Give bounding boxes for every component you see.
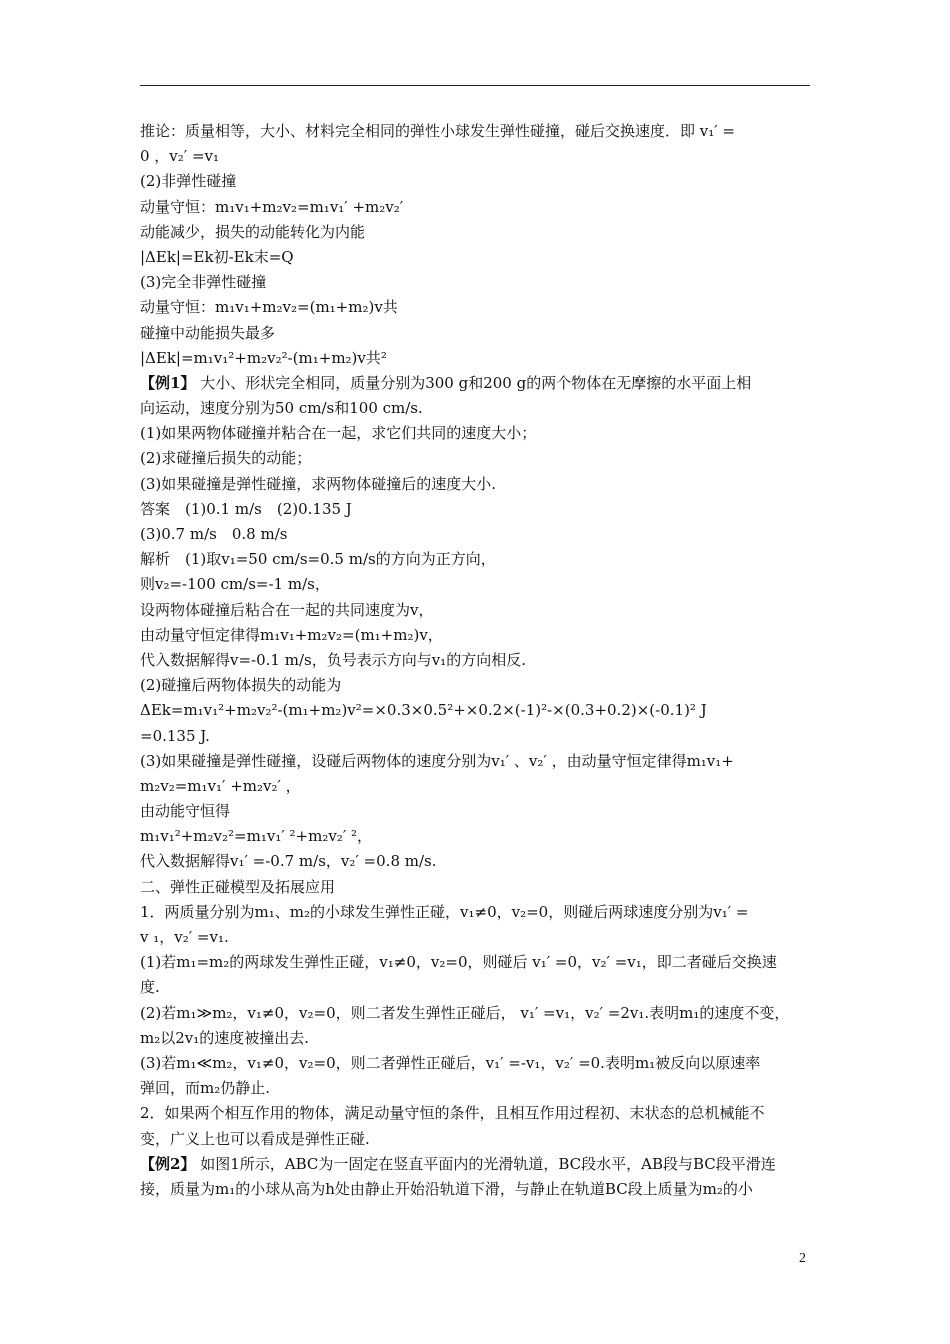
text-line — [140, 774, 812, 799]
text-line — [140, 1026, 812, 1051]
line-text: 答案 (1)0.1 m/s (2)0.135 J — [140, 499, 352, 518]
line-text: 1．两质量分别为m₁、m₂的小球发生弹性正碰，v₁≠0，v₂=0，则碰后两球速度分别为v₁′ = — [140, 902, 749, 921]
text-line — [140, 169, 812, 194]
line-text: 由动能守恒得 — [140, 802, 231, 821]
line-text: 弹回，而m₂仍静止. — [140, 1079, 271, 1098]
line-text: v ₁，v₂′ =v₁. — [140, 928, 229, 946]
text-line — [140, 749, 812, 774]
text-line — [140, 1152, 812, 1177]
text-line — [140, 849, 812, 874]
text-line — [140, 875, 812, 900]
line-text: 如图1所示，ABC为一固定在竖直平面内的光滑轨道，BC段水平，AB段与BC段平滑连 — [195, 1154, 776, 1173]
text-line — [140, 522, 812, 547]
line-text: (1)若m₁=m₂的两球发生弹性正碰，v₁≠0，v₂=0，则碰后 v₁′ =0，v₂′ =v₁，即二者碰后交换速 — [140, 953, 777, 972]
text-line — [140, 724, 812, 749]
text-line — [140, 396, 812, 421]
line-text: 二、弹性正碰模型及拓展应用 — [140, 877, 336, 896]
line-text: 解析 (1)取v₁=50 cm/s=0.5 m/s的方向为正方向， — [140, 550, 496, 569]
text-line — [140, 975, 812, 1000]
line-text: |ΔEk|=Ek初-Ek末=Q — [140, 247, 294, 266]
line-text: 动量守恒：m₁v₁+m₂v₂=(m₁+m₂)v共 — [140, 298, 398, 317]
line-text: |ΔEk|=m₁v₁²+m₂v₂²-(m₁+m₂)v共² — [140, 348, 387, 367]
line-text: 度. — [140, 978, 160, 997]
line-text: ΔEk=m₁v₁²+m₂v₂²-(m₁+m₂)v²=×0.3×0.5²+×0.2×(-1)²-×(0.3+0.2)×(-0.1)² J — [140, 701, 707, 720]
text-line — [140, 1177, 812, 1202]
line-text: (2)若m₁≫m₂，v₁≠0，v₂=0，则二者发生弹性正碰后， v₁′ =v₁，v₂′ =2v₁.表明m₁的速度不变， — [140, 1003, 790, 1022]
text-line — [140, 648, 812, 673]
line-text: (1)如果两物体碰撞并粘合在一起，求它们共同的速度大小； — [140, 424, 537, 443]
text-line — [140, 220, 812, 245]
line-text: (2)碰撞后两物体损失的动能为 — [140, 676, 342, 695]
line-text: m₁v₁²+m₂v₂²=m₁v₁′ ²+m₂v₂′ ²， — [140, 827, 373, 846]
text-line — [140, 799, 812, 824]
text-line — [140, 346, 812, 371]
example-label: 【例1】 — [140, 373, 196, 392]
text-line — [140, 421, 812, 446]
text-line — [140, 824, 812, 849]
text-line — [140, 144, 812, 169]
text-line — [140, 1001, 812, 1026]
line-text: 变，广义上也可以看成是弹性正碰. — [140, 1129, 370, 1148]
text-line — [140, 1076, 812, 1101]
text-line — [140, 547, 812, 572]
line-text: (3)如果碰撞是弹性碰撞，设碰后两物体的速度分别为v₁′ 、v₂′ ，由动量守恒定律得m₁v₁+ — [140, 751, 734, 770]
text-line — [140, 950, 812, 975]
text-line — [140, 900, 812, 925]
line-text: =0.135 J. — [140, 726, 210, 745]
text-line — [140, 1101, 812, 1126]
line-text: 0 ，v₂′ =v₁ — [140, 147, 220, 166]
line-text: 碰撞中动能损失最多 — [140, 323, 276, 342]
line-text: (3)完全非弹性碰撞 — [140, 273, 267, 292]
text-line — [140, 623, 812, 648]
text-line — [140, 195, 812, 220]
text-line — [140, 673, 812, 698]
text-line — [140, 698, 812, 723]
text-line — [140, 446, 812, 471]
line-text: (2)求碰撞后损失的动能； — [140, 449, 312, 468]
text-line — [140, 1051, 812, 1076]
line-text: 则v₂=-100 cm/s=-1 m/s， — [140, 575, 330, 594]
line-text: 大小、形状完全相同，质量分别为300 g和200 g的两个物体在无摩擦的水平面上相 — [195, 373, 752, 392]
text-line — [140, 1127, 812, 1152]
line-text: 由动量守恒定律得m₁v₁+m₂v₂=(m₁+m₂)v， — [140, 625, 443, 644]
document-body — [140, 119, 812, 1202]
page-number: 2 — [799, 1251, 806, 1266]
text-line — [140, 925, 812, 950]
text-line — [140, 245, 812, 270]
text-line — [140, 119, 812, 144]
line-text: 动量守恒：m₁v₁+m₂v₂=m₁v₁′ +m₂v₂′ — [140, 197, 404, 216]
line-text: 推论：质量相等，大小、材料完全相同的弹性小球发生弹性碰撞，碰后交换速度．即 v₁′ = — [140, 122, 736, 140]
text-line — [140, 472, 812, 497]
line-text: 设两物体碰撞后粘合在一起的共同速度为v， — [140, 600, 434, 619]
text-line — [140, 270, 812, 295]
line-text: (3)若m₁≪m₂，v₁≠0，v₂=0，则二者弹性正碰后，v₁′ =-v₁，v₂′ =0.表明m₁被反向以原速率 — [140, 1053, 761, 1072]
line-text: 代入数据解得v₁′ =-0.7 m/s，v₂′ =0.8 m/s. — [140, 852, 437, 871]
text-line — [140, 371, 812, 396]
text-line — [140, 321, 812, 346]
text-line — [140, 572, 812, 597]
line-text: 向运动，速度分别为50 cm/s和100 cm/s. — [140, 399, 423, 418]
line-text: 代入数据解得v=-0.1 m/s，负号表示方向与v₁的方向相反. — [140, 650, 526, 669]
text-line — [140, 295, 812, 320]
line-text: m₂v₂=m₁v₁′ +m₂v₂′ ， — [140, 776, 301, 795]
line-text: 动能减少，损失的动能转化为内能 — [140, 222, 366, 241]
line-text: (3)0.7 m/s 0.8 m/s — [140, 525, 288, 543]
line-text: (3)如果碰撞是弹性碰撞，求两物体碰撞后的速度大小. — [140, 474, 497, 493]
text-line — [140, 497, 812, 522]
line-text: 接，质量为m₁的小球从高为h处由静止开始沿轨道下滑，与静止在轨道BC段上质量为m₂的小 — [140, 1179, 753, 1198]
line-text: m₂以2v₁的速度被撞出去. — [140, 1028, 310, 1047]
line-text: (2)非弹性碰撞 — [140, 172, 237, 191]
header-rule — [140, 85, 810, 86]
line-text: 2．如果两个相互作用的物体，满足动量守恒的条件，且相互作用过程初、末状态的总机械能不 — [140, 1104, 765, 1123]
text-line — [140, 598, 812, 623]
example-label: 【例2】 — [140, 1154, 196, 1173]
